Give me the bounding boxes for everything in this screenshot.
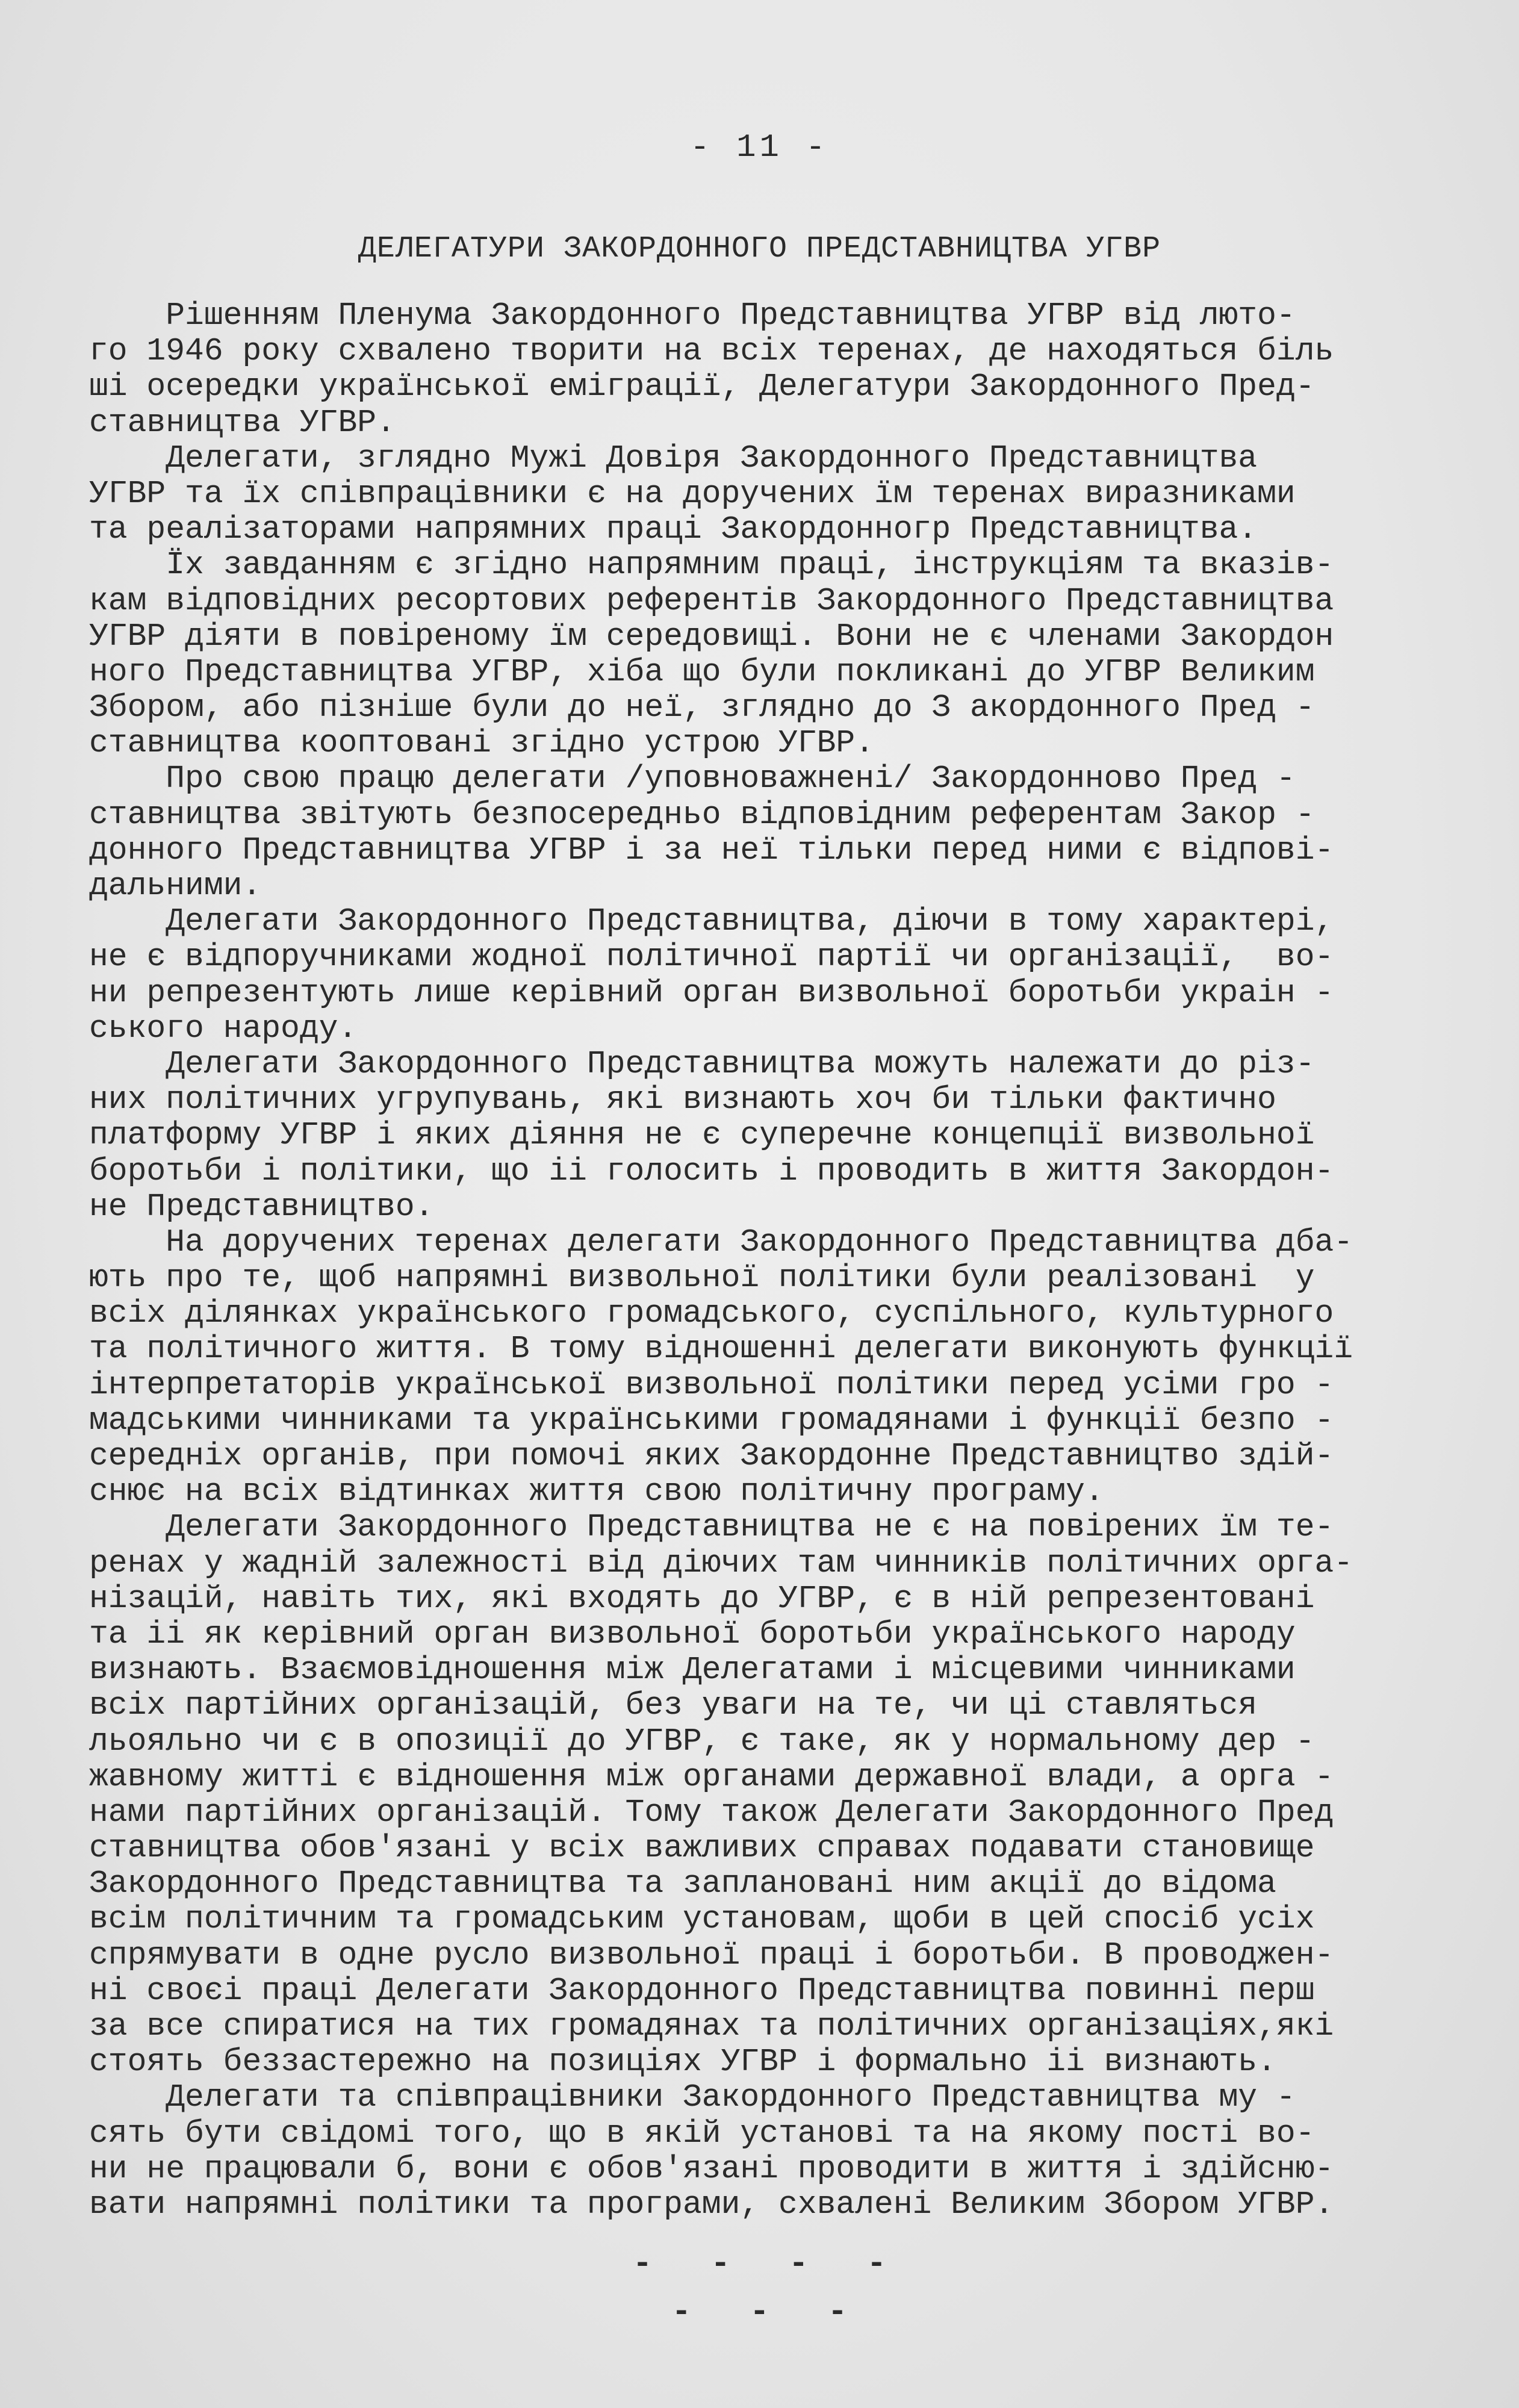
text-line: снює на всіх відтинках життя свою політичну програму. [89,1473,1104,1510]
text-line: Збором, або пізніше були до неї, зглядно до З акордонного Пред - [89,689,1315,726]
text-line: вати напрямні політики та програми, схвалені Великим Збором УГВР. [89,2186,1334,2223]
text-line: них політичних угрупувань, які визнають хоч би тільки фактично [89,1081,1276,1118]
text-line: ни не працювали б, вони є обов'язані проводити в життя і здійсню- [89,2150,1334,2187]
text-line: На доручених теренах делегати Закордонного Представництва дба- [89,1224,1353,1260]
text-line: ного Представництва УГВР, хіба що були покликані до УГВР Великим [89,653,1315,690]
text-line: платформу УГВР і яких діяння не є суперечне концепції визвольної [89,1117,1315,1154]
text-line: ні своєі праці Делегати Закордонного Представництва повинні перш [89,1972,1315,2009]
text-line: та іі як керівний орган визвольної боротьби українського народу [89,1616,1296,1652]
text-line: не Представництво. [89,1188,434,1225]
text-line: ші осередки української еміграції, Делегатури Закордонного Пред- [89,369,1315,405]
text-line: не є відпоручниками жодної політичної партії чи організації, во- [89,939,1334,975]
text-line: спрямувати в одне русло визвольної праці і боротьби. В проводжен- [89,1937,1334,1973]
text-line: донного Представництва УГВР і за неї тільки перед ними є відпові- [89,832,1334,868]
text-line: льояльно чи є в опозиції до УГВР, є таке, як у нормальному дер - [89,1723,1315,1759]
text-line: Делегати Закордонного Представництва можуть належати до різ- [89,1045,1315,1082]
text-line: нами партійних організацій. Тому також Делегати Закордонного Пред [89,1794,1334,1831]
text-line: го 1946 року схвалено творити на всіх теренах, де находяться біль [89,333,1334,370]
document-body [89,298,1474,2223]
text-line: боротьби і політики, що іі голосить і проводить в життя Закордон- [89,1153,1334,1189]
text-line: ренах у жадній залежності від діючих там чинників політичних орга- [89,1545,1353,1581]
text-line: дальними. [89,868,262,904]
text-line: сять бути свідомі того, що в якій установі та на якому пості во- [89,2115,1315,2151]
text-line: ставництва звітують безпосередньо відповідним референтам Закор - [89,796,1315,833]
text-line: Про свою працю делегати /уповноважнені/ Закордонново Пред - [89,761,1296,797]
text-line: інтерпретаторів української визвольної політики перед усіми гро - [89,1366,1334,1403]
text-line: всіх партійних організацій, без уваги на те, чи ці ставляться [89,1687,1258,1724]
text-line: за все спиратися на тих громадянах та політичних організаціях,які [89,2008,1334,2044]
text-line: ставництва УГВР. [89,404,396,441]
text-line: Закордонного Представництва та заплановані ним акції до відома [89,1865,1276,1902]
text-line: мадськими чинниками та українськими громадянами і функції безпо - [89,1402,1334,1439]
text-line: Їх завданням є згідно напрямним праці, інструкціям та вказів- [89,547,1334,583]
text-line: всіх ділянках українського громадського, суспільного, культурного [89,1295,1334,1332]
text-line: ставництва обов'язані у всіх важливих справах подавати становище [89,1830,1315,1867]
text-line: УГВР діяти в повіреному їм середовищі. Вони не є членами Закордон [89,618,1334,655]
text-line: середніх органів, при помочі яких Закордонне Представництво здій- [89,1438,1334,1474]
text-line: всім політичним та громадським установам, щоби в цей спосіб усіх [89,1901,1315,1938]
text-line: жавному житті є відношення між органами державної влади, а орга - [89,1758,1334,1795]
text-line: ського народу. [89,1010,358,1047]
text-line: та політичного життя. В тому відношенні делегати виконують функції [89,1331,1353,1367]
document-title: ДЕЛЕГАТУРИ ЗАКОРДОННОГО ПРЕДСТАВНИЦТВА УГВР [358,232,1161,266]
page-number: - 11 - [690,129,829,166]
text-line: та реалізаторами напрямних праці Закордонногр Представництва. [89,511,1258,548]
text-line: Делегати Закордонного Представництва, діючи в тому характері, [89,903,1334,940]
text-line: ють про те, щоб напрямні визвольної політики були реалізовані у [89,1260,1315,1296]
text-line: Делегати Закордонного Представництва не є на повірених їм те- [89,1509,1334,1546]
closing-dashes: - - - - [632,2246,887,2283]
text-line: Делегати, зглядно Мужі Довіря Закордонного Представництва [89,440,1258,476]
text-line: Рішенням Пленума Закордонного Представництва УГВР від люто- [89,297,1296,334]
text-line: стоять беззастережно на позиціях УГВР і формально іі визнають. [89,2044,1276,2080]
text-line: кам відповідних ресортових референтів Закордонного Представництва [89,582,1334,619]
closing-dashes: - - - [671,2294,848,2331]
text-line: нізацій, навіть тих, які входять до УГВР, є в ній репрезентовані [89,1580,1315,1617]
text-line: Делегати та співпрацівники Закордонного Представництва му - [89,2079,1296,2116]
text-line: ни репрезентують лише керівний орган визвольної боротьби украін - [89,974,1334,1011]
text-line: ставництва кооптовані згідно устрою УГВР. [89,725,875,762]
text-line: визнають. Взаємовідношення між Делегатами і місцевими чинниками [89,1652,1296,1688]
text-line: УГВР та їх співпрацівники є на доручених їм теренах виразниками [89,475,1296,512]
